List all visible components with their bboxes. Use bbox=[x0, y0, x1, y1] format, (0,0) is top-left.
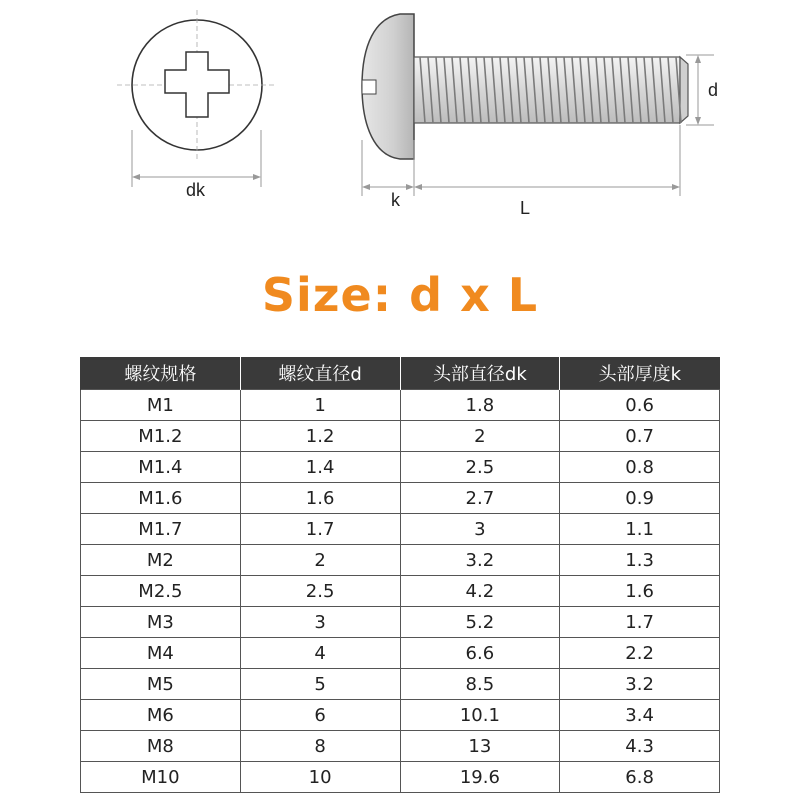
dk-label: dk bbox=[186, 180, 206, 200]
cell-dk: 6.6 bbox=[400, 638, 560, 669]
table-row bbox=[81, 545, 720, 576]
table-row bbox=[81, 483, 720, 514]
cell-dk: 3.2 bbox=[400, 545, 560, 576]
cell-spec: M5 bbox=[81, 669, 241, 700]
table-row bbox=[81, 514, 720, 545]
cell-d: 3 bbox=[240, 607, 400, 638]
cell-k: 3.2 bbox=[560, 669, 720, 700]
cell-k: 1.3 bbox=[560, 545, 720, 576]
cell-k: 0.7 bbox=[560, 421, 720, 452]
cell-d: 10 bbox=[240, 762, 400, 793]
cell-k: 0.6 bbox=[560, 390, 720, 421]
cell-d: 6 bbox=[240, 700, 400, 731]
d-label: d bbox=[708, 80, 719, 100]
cell-d: 1.4 bbox=[240, 452, 400, 483]
cell-spec: M2.5 bbox=[81, 576, 241, 607]
table-row bbox=[81, 390, 720, 421]
cell-spec: M1.7 bbox=[81, 514, 241, 545]
screw-head-top-view bbox=[117, 10, 277, 160]
table-row bbox=[81, 421, 720, 452]
table-row bbox=[81, 607, 720, 638]
cell-k: 6.8 bbox=[560, 762, 720, 793]
cell-dk: 3 bbox=[400, 514, 560, 545]
cell-k: 0.9 bbox=[560, 483, 720, 514]
cell-spec: M1 bbox=[81, 390, 241, 421]
cell-dk: 10.1 bbox=[400, 700, 560, 731]
cell-dk: 8.5 bbox=[400, 669, 560, 700]
cell-dk: 5.2 bbox=[400, 607, 560, 638]
header-head-thickness: 头部厚度k bbox=[560, 357, 720, 390]
page-title: Size: d x L bbox=[261, 268, 539, 322]
cell-d: 1.7 bbox=[240, 514, 400, 545]
k-label: k bbox=[391, 190, 400, 210]
cell-dk: 2 bbox=[400, 421, 560, 452]
cell-spec: M2 bbox=[81, 545, 241, 576]
cell-d: 2 bbox=[240, 545, 400, 576]
cell-d: 2.5 bbox=[240, 576, 400, 607]
table-row bbox=[81, 452, 720, 483]
cell-dk: 4.2 bbox=[400, 576, 560, 607]
l-dimension bbox=[414, 125, 680, 196]
header-thread-spec: 螺纹规格 bbox=[81, 357, 241, 390]
cell-k: 4.3 bbox=[560, 731, 720, 762]
table-row bbox=[81, 731, 720, 762]
cell-spec: M1.4 bbox=[81, 452, 241, 483]
l-label: L bbox=[520, 198, 531, 218]
cell-spec: M3 bbox=[81, 607, 241, 638]
spec-table bbox=[80, 357, 720, 793]
cell-spec: M1.6 bbox=[81, 483, 241, 514]
cell-dk: 2.7 bbox=[400, 483, 560, 514]
cell-d: 1.6 bbox=[240, 483, 400, 514]
cell-dk: 2.5 bbox=[400, 452, 560, 483]
screw-diagram bbox=[0, 0, 800, 260]
table-header-row bbox=[81, 357, 720, 390]
cell-dk: 13 bbox=[400, 731, 560, 762]
table-row bbox=[81, 700, 720, 731]
cell-dk: 19.6 bbox=[400, 762, 560, 793]
cell-k: 3.4 bbox=[560, 700, 720, 731]
cell-spec: M10 bbox=[81, 762, 241, 793]
cell-k: 0.8 bbox=[560, 452, 720, 483]
cell-spec: M6 bbox=[81, 700, 241, 731]
table-row bbox=[81, 669, 720, 700]
cell-spec: M8 bbox=[81, 731, 241, 762]
cell-spec: M1.2 bbox=[81, 421, 241, 452]
cell-k: 1.6 bbox=[560, 576, 720, 607]
cell-spec: M4 bbox=[81, 638, 241, 669]
screw-side-view bbox=[362, 14, 688, 159]
cell-d: 1 bbox=[240, 390, 400, 421]
table-row bbox=[81, 762, 720, 793]
cell-k: 1.7 bbox=[560, 607, 720, 638]
cell-d: 8 bbox=[240, 731, 400, 762]
cell-d: 1.2 bbox=[240, 421, 400, 452]
table-row bbox=[81, 638, 720, 669]
header-head-diameter: 头部直径dk bbox=[400, 357, 560, 390]
header-thread-diameter: 螺纹直径d bbox=[240, 357, 400, 390]
table-row bbox=[81, 576, 720, 607]
cell-d: 4 bbox=[240, 638, 400, 669]
cell-d: 5 bbox=[240, 669, 400, 700]
cell-k: 1.1 bbox=[560, 514, 720, 545]
cell-dk: 1.8 bbox=[400, 390, 560, 421]
cell-k: 2.2 bbox=[560, 638, 720, 669]
